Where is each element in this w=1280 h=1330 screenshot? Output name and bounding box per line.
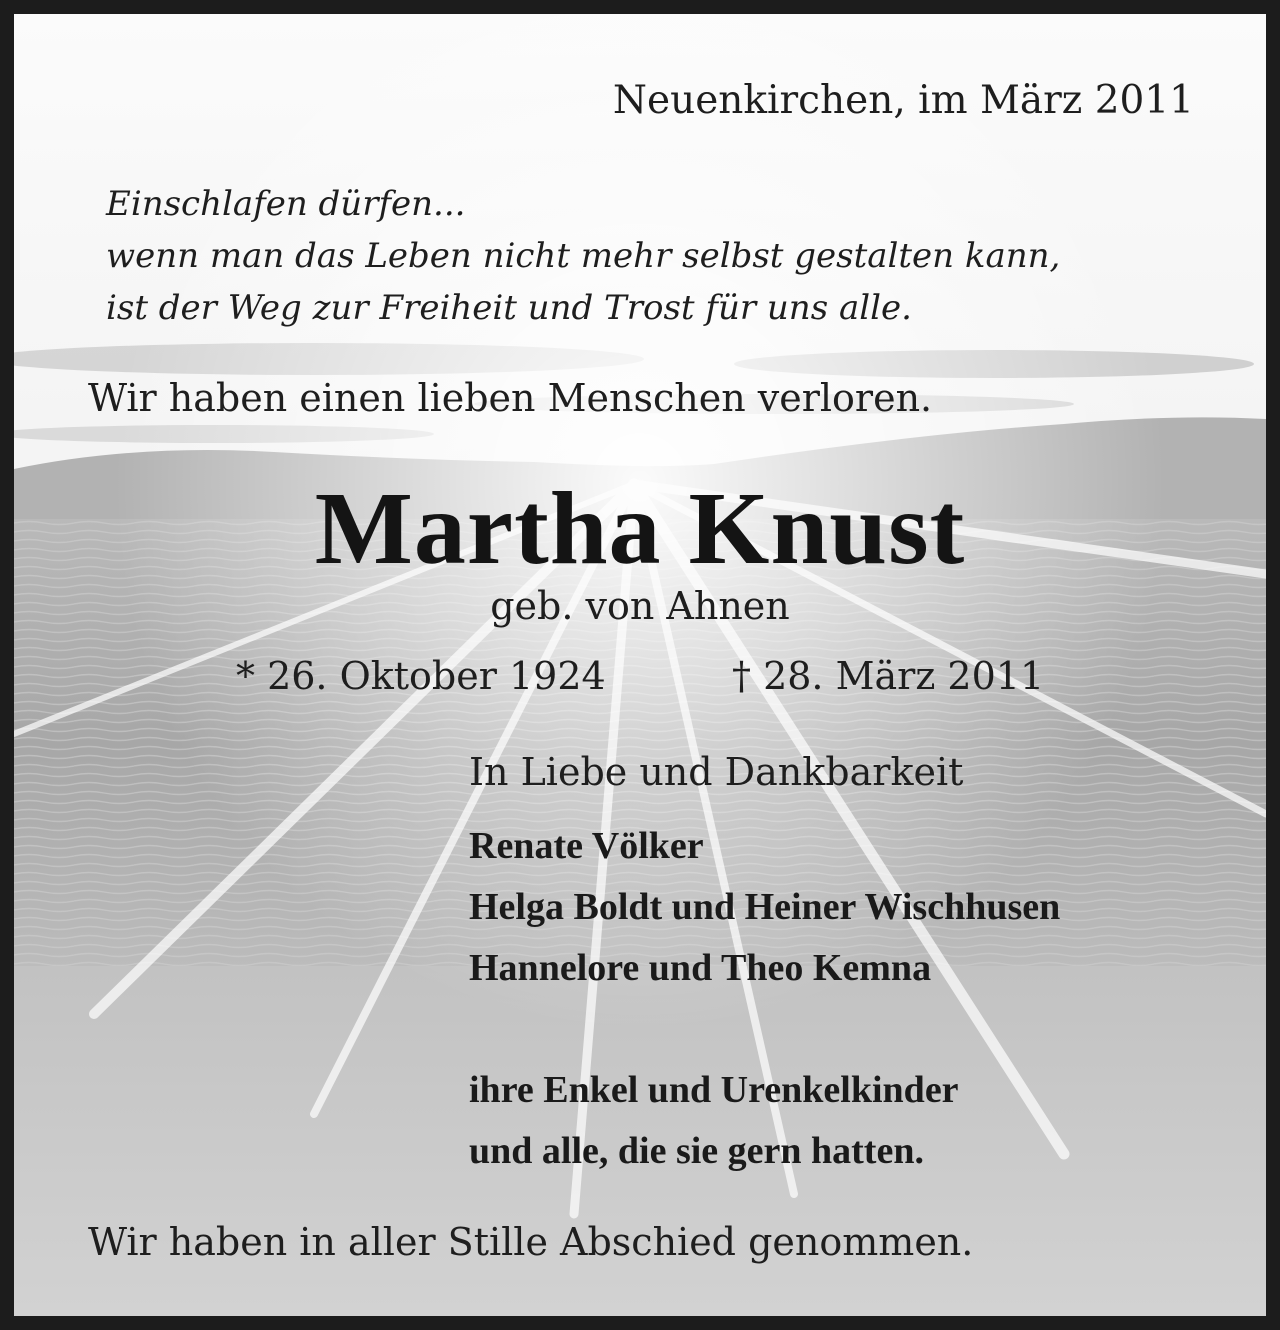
extended-family-line: ihre Enkel und Urenkelkinder xyxy=(469,1069,959,1111)
mourner-name: Renate Völker xyxy=(469,825,704,867)
extended-family-line: und alle, die sie gern hatten. xyxy=(469,1130,924,1172)
quote-line: wenn man das Leben nicht mehr selbst gestalten kann, xyxy=(106,236,1061,276)
place-and-date: Neuenkirchen, im März 2011 xyxy=(612,78,1194,123)
quote-block xyxy=(106,178,1060,334)
spacer xyxy=(469,999,1060,1060)
quote-line: Einschlafen dürfen... xyxy=(106,184,466,224)
mourners-list xyxy=(469,816,1060,1182)
birth-date: * 26. Oktober 1924 xyxy=(236,654,606,698)
death-date: † 28. März 2011 xyxy=(732,654,1045,698)
intro-line: Wir haben einen lieben Menschen verloren. xyxy=(88,376,933,420)
maiden-name: geb. von Ahnen xyxy=(490,584,790,628)
mourner-name: Helga Boldt und Heiner Wischhusen xyxy=(469,886,1061,928)
dedication-line: In Liebe und Dankbarkeit xyxy=(469,750,964,794)
closing-line: Wir haben in aller Stille Abschied genommen. xyxy=(88,1220,974,1264)
deceased-name: Martha Knust xyxy=(314,471,966,586)
quote-line: ist der Weg zur Freiheit und Trost für uns alle. xyxy=(106,288,912,328)
mourner-name: Hannelore und Theo Kemna xyxy=(469,947,932,989)
